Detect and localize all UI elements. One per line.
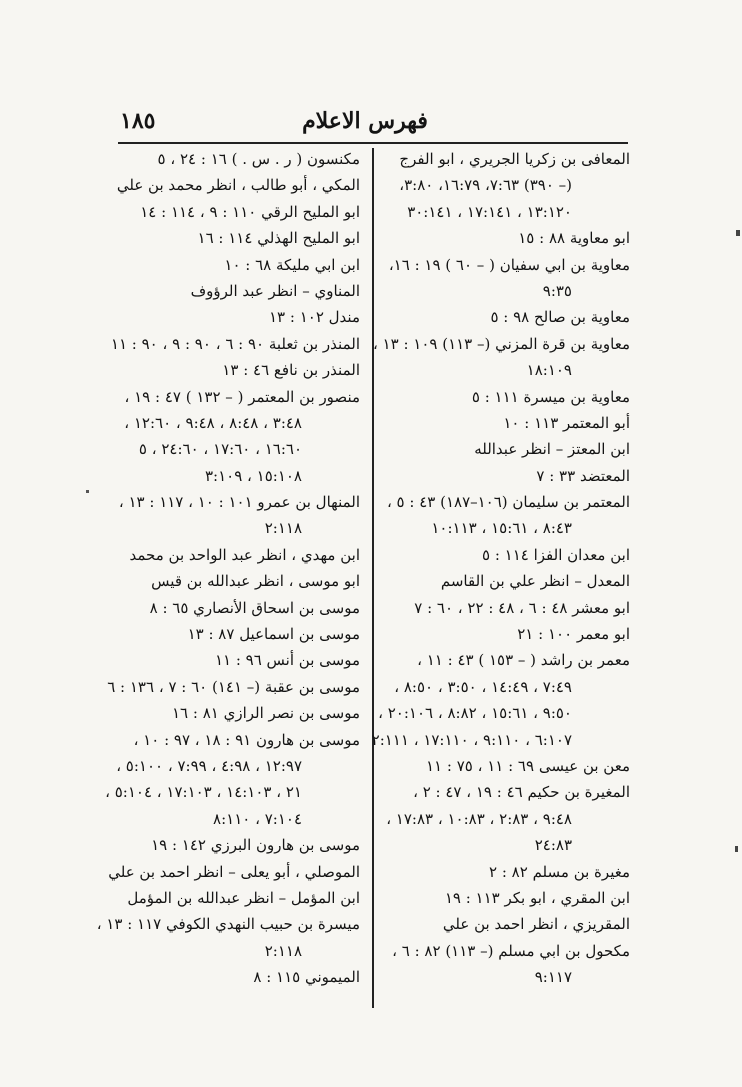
index-entry: مغيرة بن مسلم ٨٢ : ٢	[489, 862, 630, 881]
scan-mark	[735, 846, 738, 852]
index-entry: المنذر بن ثعلبة ٩٠ : ٦ ، ٩٠ : ٩ ، ٩٠ : ١١	[110, 334, 360, 353]
index-entry: ابو المليح الرقي ١١٠ : ٩ ، ١١٤ : ١٤	[140, 202, 360, 221]
index-entry-continuation: ٧:١٠٤ ، ٨:١١٠	[213, 809, 302, 828]
index-entry: موسى بن عقبة (– ١٤١) ٦٠ : ٧ ، ١٣٦ : ٦	[107, 677, 360, 696]
index-entry: ابن المعتز – انظر عبدالله	[474, 440, 630, 459]
index-entry: منصور بن المعتمر ( – ١٣٢ ) ٤٧ : ١٩ ،	[124, 387, 360, 406]
index-entry-continuation: (– ٣٩٠) ٧:٦٣، ١٦:٧٩، ٣:٨٠،	[399, 176, 572, 195]
scan-mark	[86, 490, 89, 493]
page-title: فهرس الاعلام	[302, 108, 428, 134]
index-entry: المعتمر بن سليمان (١٠٦–١٨٧) ٤٣ : ٥ ،	[386, 493, 630, 512]
index-entry: موسى بن أنس ٩٦ : ١١	[214, 651, 360, 670]
index-entry-continuation: ٢:١١٨	[264, 519, 302, 538]
index-entry: الموصلي ، أبو يعلى – انظر احمد بن علي	[108, 862, 360, 881]
index-entry: معاوية بن ميسرة ١١١ : ٥	[471, 387, 630, 406]
scan-mark	[736, 230, 740, 236]
index-entry-continuation: ٩:٤٨ ، ٢:٨٣ ، ١٠:٨٣ ، ١٧:٨٣ ،	[386, 809, 572, 828]
index-entry: المعدل – انظر علي بن القاسم	[440, 572, 630, 591]
index-entry: المنهال بن عمرو ١٠١ : ١٠ ، ١١٧ : ١٣ ،	[118, 493, 360, 512]
index-entry-continuation: ١٣:١٢٠ ، ١٧:١٤١ ، ٣٠:١٤١	[407, 202, 572, 221]
index-entry: المناوي – انظر عبد الرؤوف	[190, 281, 360, 300]
index-entry: موسى بن اسحاق الأنصاري ٦٥ : ٨	[149, 598, 360, 617]
index-entry: مكحول بن ابي مسلم (– ١١٣) ٨٢ : ٦ ،	[392, 941, 630, 960]
index-entry: ابن المؤمل – انظر عبدالله بن المؤمل	[127, 888, 360, 907]
index-entry: ابو معشر ٤٨ : ٦ ، ٤٨ : ٢٢ ، ٦٠ : ٧	[414, 598, 630, 617]
index-entry-continuation: ١٥:١٠٨ ، ٣:١٠٩	[204, 466, 302, 485]
index-entry-continuation: ١٨:١٠٩	[526, 361, 572, 380]
index-entry: المكي ، أبو طالب ، انظر محمد بن علي	[116, 176, 360, 195]
index-entry-continuation: ٦:١٠٧ ، ٩:١١٠ ، ١٧:١١٠ ، ٢:١١١	[371, 730, 572, 749]
index-entry: المقريزي ، انظر احمد بن علي	[442, 915, 630, 934]
column-divider	[372, 148, 374, 1008]
index-entry: أبو المعتمر ١١٣ : ١٠	[503, 413, 630, 432]
page-number: ١٨٥	[120, 108, 156, 134]
index-entry: ميسرة بن حبيب النهدي الكوفي ١١٧ : ١٣ ،	[96, 915, 360, 934]
index-entry: المنذر بن نافع ٤٦ : ١٣	[222, 361, 360, 380]
index-entry-continuation: ٣:٤٨ ، ٨:٤٨ ، ٩:٤٨ ، ١٢:٦٠ ،	[124, 413, 302, 432]
index-entry-continuation: ٩:٣٥	[542, 281, 572, 300]
index-entry: المعافى بن زكريا الجريري ، ابو الفرج	[399, 150, 630, 168]
index-entry: معمر بن راشد ( – ١٥٣ ) ٤٣ : ١١ ،	[417, 651, 630, 670]
index-entry-continuation: ٨:٤٣ ، ١٥:٦١ ، ١٠:١١٣	[431, 519, 572, 538]
index-entry: ابن معدان الفزا ١١٤ : ٥	[482, 545, 630, 564]
header-rule	[118, 142, 628, 144]
index-entry-continuation: ٢١ ، ١٤:١٠٣ ، ١٧:١٠٣ ، ٥:١٠٤ ،	[105, 783, 302, 802]
index-entry-continuation: ٢:١١٨	[264, 941, 302, 960]
index-entry: المغيرة بن حكيم ٤٦ : ١٩ ، ٤٧ : ٢ ،	[413, 783, 630, 802]
index-entry: ابن المقري ، ابو بكر ١١٣ : ١٩	[444, 888, 630, 907]
index-entry: المعتضد ٣٣ : ٧	[536, 466, 630, 485]
index-entry-continuation: ١٢:٩٧ ، ٤:٩٨ ، ٧:٩٩ ، ٥:١٠٠ ،	[116, 756, 302, 775]
index-entry: معاوية بن ابي سفيان ( – ٦٠ ) ١٩ : ١٦،	[388, 255, 630, 274]
index-entry-continuation: ٢٤:٨٣	[534, 836, 572, 855]
index-column-right	[371, 146, 630, 991]
index-entry: موسى بن هارون البرزي ١٤٢ : ١٩	[151, 836, 360, 855]
index-entry-continuation: ٩:١١٧	[534, 968, 572, 987]
index-entry: مكنسون ( ر . س . ) ١٦ : ٢٤ ، ٥	[157, 150, 360, 168]
index-column-left	[96, 146, 360, 991]
index-entry-continuation: ٩:٥٠ ، ١٥:٦١ ، ٨:٨٢ ، ٢٠:١٠٦ ،	[378, 704, 572, 723]
index-entry: معاوية بن قرة المزني (– ١١٣) ١٠٩ : ١٣ ،	[372, 334, 630, 353]
index-entry: موسى بن نصر الرازي ٨١ : ١٦	[172, 704, 360, 723]
index-entry-continuation: ٧:٤٩ ، ١٤:٤٩ ، ٣:٥٠ ، ٨:٥٠ ،	[394, 677, 572, 696]
index-entry: معن بن عيسى ٦٩ : ١١ ، ٧٥ : ١١	[425, 756, 630, 775]
page-header	[120, 104, 610, 144]
index-entry: ابو معمر ١٠٠ : ٢١	[517, 625, 630, 644]
index-entry: ابو معاوية ٨٨ : ١٥	[518, 229, 630, 248]
index-entry: ابن ابي مليكة ٦٨ : ١٠	[224, 255, 360, 274]
index-entry: الميموني ١١٥ : ٨	[253, 968, 360, 987]
index-entry: ابو موسى ، انظر عبدالله بن قيس	[151, 572, 360, 591]
index-entry: موسى بن هارون ٩١ : ١٨ ، ٩٧ : ١٠ ،	[133, 730, 360, 749]
index-entry: موسى بن اسماعيل ٨٧ : ١٣	[187, 625, 360, 644]
index-entry: ابو المليح الهذلي ١١٤ : ١٦	[197, 229, 360, 248]
index-entry-continuation: ١٦:٦٠ ، ١٧:٦٠ ، ٢٤:٦٠ ، ٥	[138, 440, 302, 459]
index-entry: مندل ١٠٢ : ١٣	[269, 308, 360, 327]
index-entry: معاوية بن صالح ٩٨ : ٥	[490, 308, 630, 327]
index-entry: ابن مهدي ، انظر عبد الواحد بن محمد	[129, 545, 360, 564]
